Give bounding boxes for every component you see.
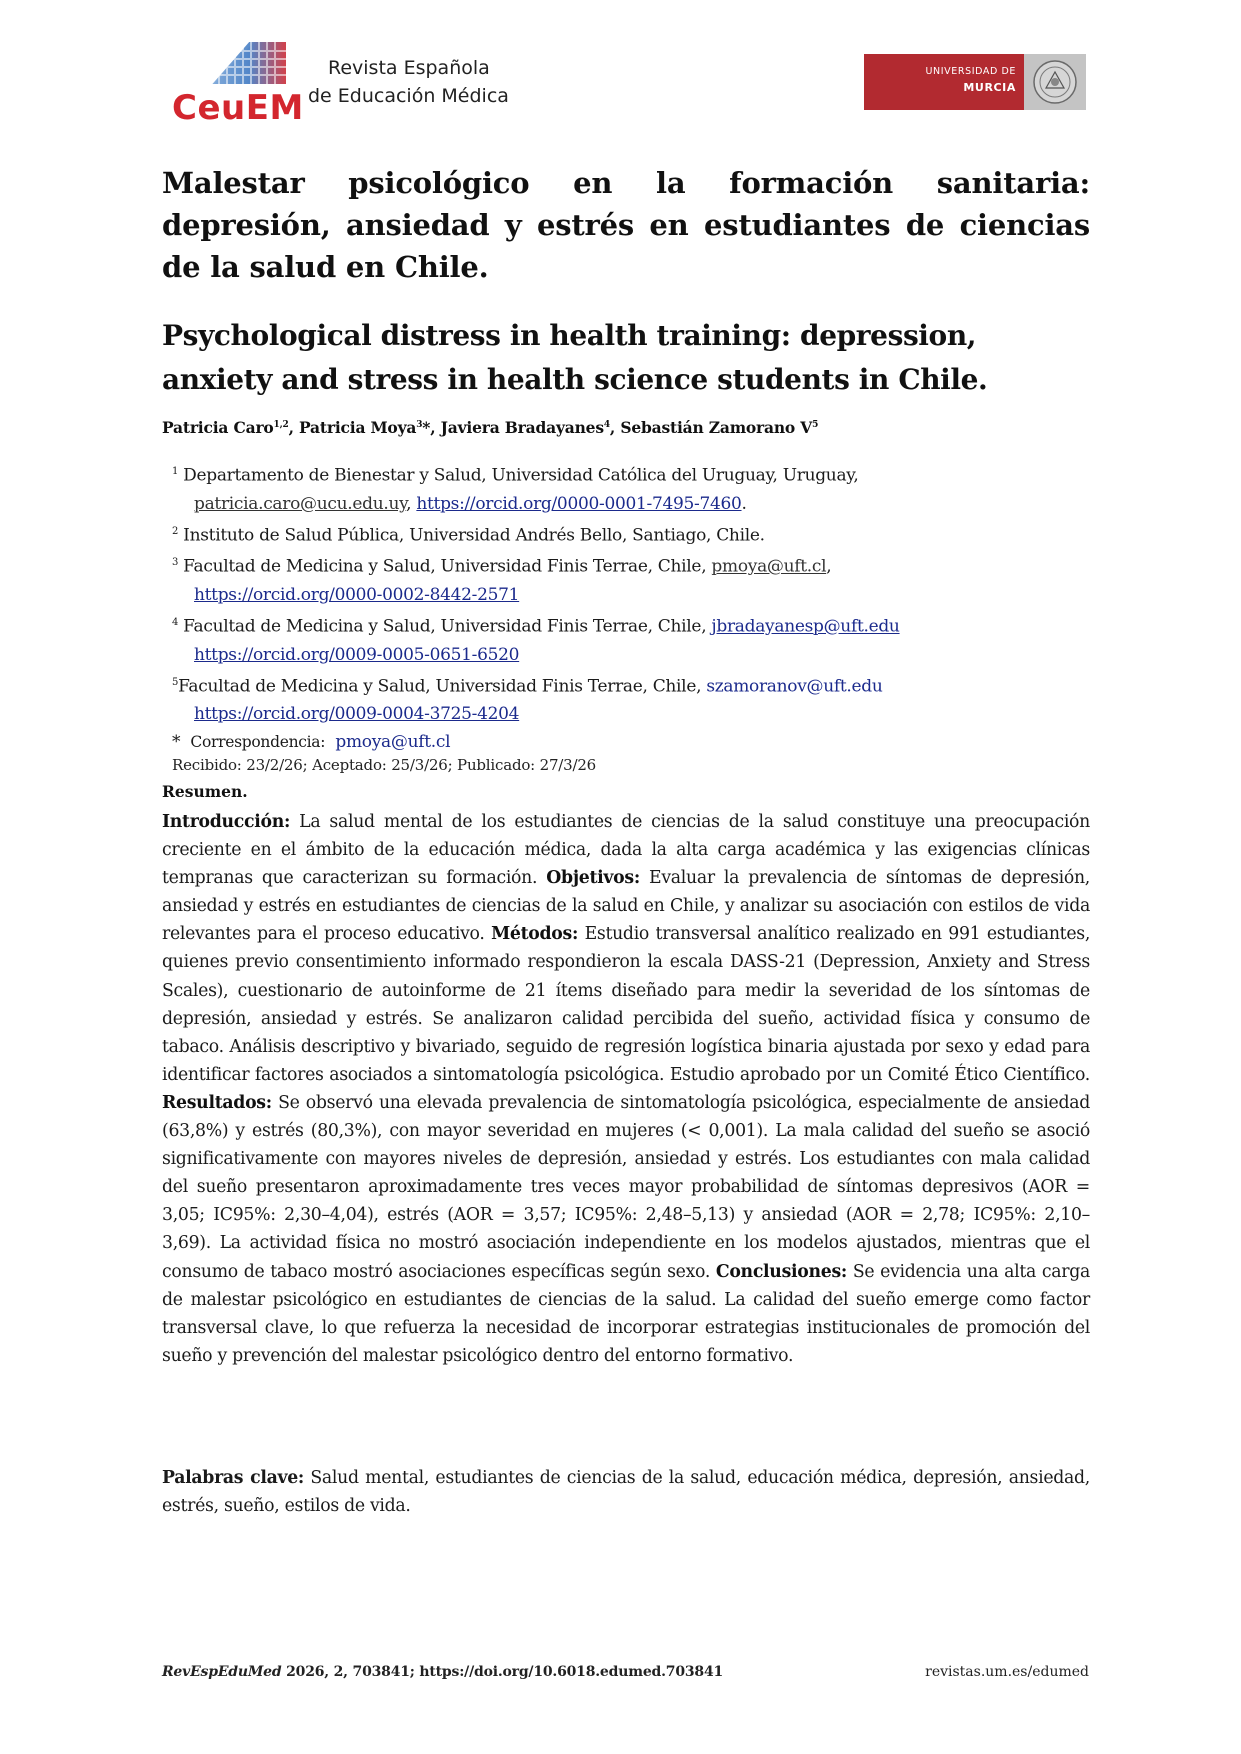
author-name: Javiera Bradayanes <box>440 418 604 437</box>
journal-name-line1: Revista Española <box>328 57 490 79</box>
university-name <box>926 64 1017 97</box>
footer-site-link[interactable]: revistas.um.es/edumed <box>925 1664 1089 1680</box>
publication-dates: Recibido: 23/2/26; Aceptado: 25/3/26; Publicado: 27/3/26 <box>172 756 597 774</box>
author-affil-sup: 1,2 <box>273 419 289 430</box>
affiliation-text: Facultad de Medicina y Salud, Universidad Finis Terrae, Chile, <box>183 556 707 577</box>
mosaic-logo-graphic <box>194 42 286 84</box>
affiliation-3: $^3$ Facultad de Medicina y Salud, Universidad Finis Terrae, Chile, pmoya@uft.cl, <box>172 556 832 577</box>
abstract-body <box>162 808 1090 1370</box>
affiliations <box>172 458 1092 756</box>
author-separator: , <box>288 418 300 437</box>
affiliation-4 <box>172 609 1092 641</box>
footer-doi[interactable]: 2026, 2, 703841; https://doi.org/10.6018.edumed.703841 <box>281 1664 724 1680</box>
author-name: Patricia Caro <box>162 418 274 437</box>
correspondence-marker: * <box>172 732 181 753</box>
author-affil-sup: 3 <box>416 419 423 430</box>
abstract-results-label: Resultados: <box>162 1092 272 1113</box>
journal-name <box>308 54 509 110</box>
author-separator: , <box>609 418 621 437</box>
affiliation-number: 5 <box>172 676 179 688</box>
abstract-intro: La salud mental de los estudiantes de ciencias de la salud constituye una preocupación creciente en el ámbito de la educación médica, dada la alta carga académica y las exigencias clínicas tempranas que caracterizan su formación. <box>162 812 1090 889</box>
affiliation-text: Facultad de Medicina y Salud, Universidad Finis Terrae, Chile, <box>178 676 702 697</box>
ceuem-logo <box>170 40 304 130</box>
affiliation-text: Departamento de Bienestar y Salud, Universidad Católica del Uruguay, Uruguay, <box>183 465 859 486</box>
university-name-line1: UNIVERSIDAD DE <box>925 66 1016 77</box>
keywords-label: Palabras clave: <box>162 1468 305 1488</box>
affiliation-5 <box>172 669 1092 701</box>
affiliation-text: Instituto de Salud Pública, Universidad Andrés Bello, Santiago, Chile. <box>183 525 765 546</box>
affiliation-4-orcid <box>172 641 1092 669</box>
email-link[interactable]: patricia.caro@ucu.edu.uy <box>194 493 407 514</box>
author-affil-sup: 4 <box>603 419 610 430</box>
author-name: Patricia Moya <box>299 418 417 437</box>
university-seal-icon <box>1024 54 1086 110</box>
abstract-objectives-label: Objetivos: <box>546 868 640 889</box>
abstract-conclusions: Se evidencia una alta carga de malestar psicológico en estudiantes de ciencias de la salud. La calidad del sueño emerge como factor transversal clave, lo que refuerza la necesidad de incorporar estrategias institucionales de promoción del sueño y prevención del malestar psicológico dentro del entorno formativo. <box>162 1261 1091 1366</box>
correspondence-label: Correspondencia: <box>190 733 326 752</box>
corresponding-marker: * <box>422 418 431 437</box>
abstract-results: Se observó una elevada prevalencia de sintomatología psicológica, especialmente de ansiedad (63,8%) y estrés (80,3%), con mayor severidad en mujeres (< 0,001). La mala calidad del sueño se asoció significativamente con mayores niveles de depresión, ansiedad y estrés. Los estudiantes con mala calidad del sueño presentaron aproximadamente tres veces mayor probabilidad de síntomas depresivos (AOR = 3,05; IC95%: 2,30–4,04), estrés (AOR = 3,57; IC95%: 2,48–5,13) y ansiedad (AOR = 2,78; IC95%: 2,10–3,69). La actividad física no mostró asociación independiente en los modelos ajustados, mientras que el consumo de tabaco mostró asociaciones específicas según sexo. <box>162 1092 1091 1282</box>
abstract-conclusions-label: Conclusiones: <box>715 1261 847 1282</box>
affiliation-text: Facultad de Medicina y Salud, Universidad Finis Terrae, Chile, <box>183 616 707 637</box>
affiliation-3-orcid <box>172 581 1092 609</box>
abstract-intro-label: Introducción: <box>162 812 291 832</box>
affiliation-5-orcid <box>172 700 1092 728</box>
journal-name-line2: de Educación Médica <box>308 85 509 107</box>
abstract-objectives: Evaluar la prevalencia de síntomas de depresión, ansiedad y estrés en estudiantes de ciencias de la salud en Chile, y analizar su asociación con estilos de vida relevantes para el proceso educativo. <box>162 868 1090 945</box>
affiliation-2 <box>172 518 1092 550</box>
orcid-link[interactable]: https://orcid.org/0009-0005-0651-6520 <box>194 644 520 665</box>
universidad-murcia-logo <box>864 54 1086 110</box>
email-link[interactable]: szamoranov@uft.edu <box>706 676 883 697</box>
orcid-link[interactable]: https://orcid.org/0009-0004-3725-4204 <box>194 704 520 725</box>
affiliation-1 <box>172 458 1092 490</box>
correspondence <box>172 728 1092 756</box>
orcid-link[interactable]: https://orcid.org/0000-0001-7495-7460 <box>416 493 742 514</box>
affiliation-number: 1 <box>172 466 179 477</box>
orcid-link[interactable]: https://orcid.org/0000-0002-8442-2571 <box>194 584 520 605</box>
abstract-methods-label: Métodos: <box>491 924 579 945</box>
title-spanish: Malestar psicológico en la formación sanitaria: depresión, ansiedad y estrés en estudiantes de ciencias de la salud en Chile. <box>162 166 1090 284</box>
footer-citation <box>162 1664 723 1680</box>
email-link[interactable]: jbradayanesp@uft.edu <box>711 616 900 637</box>
author-name: Sebastián Zamorano V <box>620 418 813 437</box>
abstract-heading: Resumen. <box>162 782 248 801</box>
footer-journal-abbr: RevEspEduMed <box>162 1664 282 1680</box>
university-name-line2: MURCIA <box>963 81 1016 94</box>
email-link[interactable]: pmoya@uft.cl <box>711 556 827 577</box>
author-list <box>162 418 818 437</box>
author-affil-sup: 5 <box>812 419 819 430</box>
author-separator: , <box>430 418 441 437</box>
abstract-methods: Estudio transversal analítico realizado en 991 estudiantes, quienes previo consentimiento informado respondieron la escala DASS-21 (Depression, Anxiety and Stress Scales), cuestionario de autoinforme de 21 ítems diseñado para medir la severidad de los síntomas de depresión, ansiedad y estrés. Se analizaron calidad percibida del sueño, actividad física y consumo de tabaco. Análisis descriptivo y bivariado, seguido de regresión logística binaria ajustada por sexo y edad para identificar factores asociados a sintomatología psicológica. Estudio aprobado por un Comité Ético Científico. <box>162 924 1091 1085</box>
affiliation-number: 4 <box>172 616 179 628</box>
correspondence-email-link[interactable]: pmoya@uft.cl <box>335 732 451 753</box>
title-english: Psychological distress in health training: depression, anxiety and stress in health science students in Chile. <box>162 319 988 396</box>
keywords <box>162 1464 1090 1520</box>
ceuem-logo-text: CeuEM <box>172 88 304 128</box>
affiliation-number: 3 <box>172 557 179 569</box>
affiliation-number: 2 <box>172 525 179 537</box>
keywords-text: Salud mental, estudiantes de ciencias de la salud, educación médica, depresión, ansiedad, estrés, sueño, estilos de vida. <box>162 1468 1090 1516</box>
affiliation-1-contacts: patricia.caro@ucu.edu.uy, https://orcid.org/0000-0001-7495-7460. <box>194 493 747 514</box>
